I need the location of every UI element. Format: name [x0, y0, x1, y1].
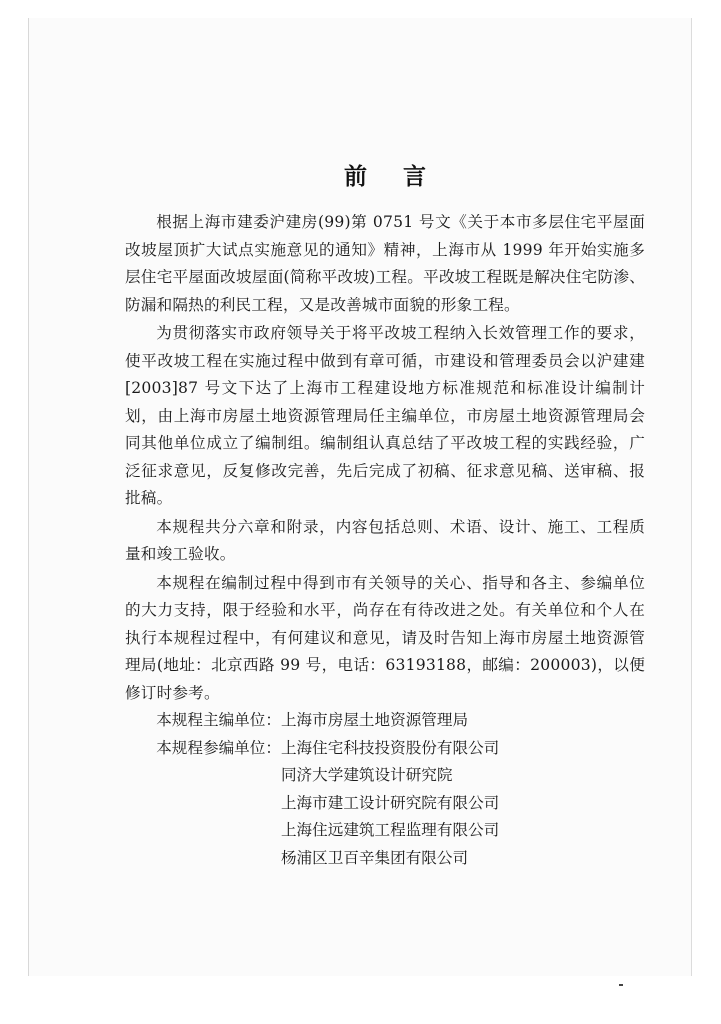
chief-unit-label: 本规程主编单位：	[156, 711, 281, 729]
preface-content	[125, 158, 645, 872]
participating-units-label: 本规程参编单位：	[156, 738, 281, 757]
participating-unit: 上海住远建筑工程监理有限公司	[280, 821, 500, 839]
participating-unit: 上海市建工设计研究院有限公司	[280, 793, 500, 812]
paragraph-background: 根据上海市建委沪建房(99)第 0751 号文《关于本市多层住宅平屋面改坡屋顶扩大试点实施意见的通知》精神，上海市从 1999 年开始实施多层住宅平屋面改坡屋面(简称平改坡)工程。平改坡工程既是解决住宅防渗、防漏和隔热的利民工程，又是改善城市面貌的形象工程。	[125, 213, 645, 314]
chief-unit-name: 上海市房屋土地资源管理局	[280, 711, 469, 729]
document-page	[28, 18, 692, 976]
scan-mark	[619, 984, 623, 986]
paragraph-contents: 本规程共分六章和附录，内容包括总则、术语、设计、施工、工程质量和竣工验收。	[125, 517, 645, 563]
participating-units-list	[281, 735, 499, 873]
participating-units-block	[125, 735, 645, 873]
participating-unit: 上海住宅科技投资股份有限公司	[280, 738, 500, 757]
paragraph-compilation: 为贯彻落实市政府领导关于将平改坡工程纳入长效管理工作的要求，使平改坡工程在实施过程中做到有章可循，市建设和管理委员会以沪建建[2003]87 号文下达了上海市工程建设地方标准规范和标准设计编制计划，由上海市房屋土地资源管理局任主编单位，市房屋土地资源管理局会同其他单位成立了编制组。编制组认真总结了平改坡工程的实践经验，广泛征求意见，反复修改完善，先后完成了初稿、征求意见稿、送审稿、报批稿。	[125, 324, 645, 507]
participating-unit: 同济大学建筑设计研究院	[280, 766, 453, 784]
page-title: 前 言	[343, 163, 440, 190]
participating-unit: 杨浦区卫百辛集团有限公司	[280, 848, 469, 867]
paragraph-acknowledgement: 本规程在编制过程中得到市有关领导的关心、指导和各主、参编单位的大力支持，限于经验和水平，尚存在有待改进之处。有关单位和个人在执行本规程过程中，有何建议和意见，请及时告知上海市房屋土地资源管理局(地址：北京西路 99 号，电话：63193188，邮编：200003)，以便修订时参考。	[125, 573, 645, 702]
chief-unit-line	[125, 707, 645, 735]
